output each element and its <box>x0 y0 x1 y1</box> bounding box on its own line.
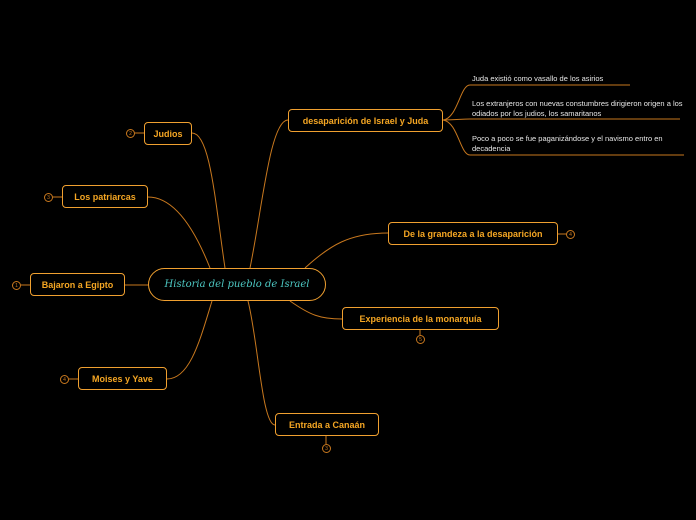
topic-judios[interactable]: Judios <box>144 122 192 145</box>
connector-note-2 <box>443 119 680 120</box>
collapsed-count-badge-monarquia[interactable]: 5 <box>416 335 425 344</box>
topic-egipto[interactable]: Bajaron a Egipto <box>30 273 125 296</box>
connector-judios <box>192 133 225 268</box>
topic-monarquia[interactable]: Experiencia de la monarquía <box>342 307 499 330</box>
central-topic[interactable]: Historia del pueblo de Israel <box>148 268 326 301</box>
collapsed-count-badge-egipto[interactable]: 1 <box>12 281 21 290</box>
collapsed-count-badge-grandeza[interactable]: 4 <box>566 230 575 239</box>
topic-moises[interactable]: Moises y Yave <box>78 367 167 390</box>
topic-patriarcas[interactable]: Los patriarcas <box>62 185 148 208</box>
connector-monarquia <box>290 301 342 319</box>
topic-canaan[interactable]: Entrada a Canaán <box>275 413 379 436</box>
connector-grandeza <box>305 233 388 268</box>
connector-desaparicion <box>250 120 288 268</box>
subtopic-note-3[interactable]: Poco a poco se fue paganizándose y el navismo entro en decadencia <box>472 134 663 153</box>
connector-canaan <box>248 301 275 425</box>
collapsed-count-badge-judios[interactable]: 2 <box>126 129 135 138</box>
topic-desaparicion[interactable]: desaparición de Israel y Juda <box>288 109 443 132</box>
collapsed-count-badge-patriarcas[interactable]: 3 <box>44 193 53 202</box>
connector-patriarcas <box>148 197 210 268</box>
subtopic-note-1[interactable]: Juda existió como vasallo de los asirios <box>472 74 604 83</box>
collapsed-count-badge-moises[interactable]: 4 <box>60 375 69 384</box>
topic-grandeza[interactable]: De la grandeza a la desaparición <box>388 222 558 245</box>
subtopic-note-2[interactable]: Los extranjeros con nuevas constumbres dirigieron origen a los odiados por los judios, los samaritanos <box>472 99 683 118</box>
collapsed-count-badge-canaan[interactable]: 3 <box>322 444 331 453</box>
connector-moises <box>167 301 212 379</box>
